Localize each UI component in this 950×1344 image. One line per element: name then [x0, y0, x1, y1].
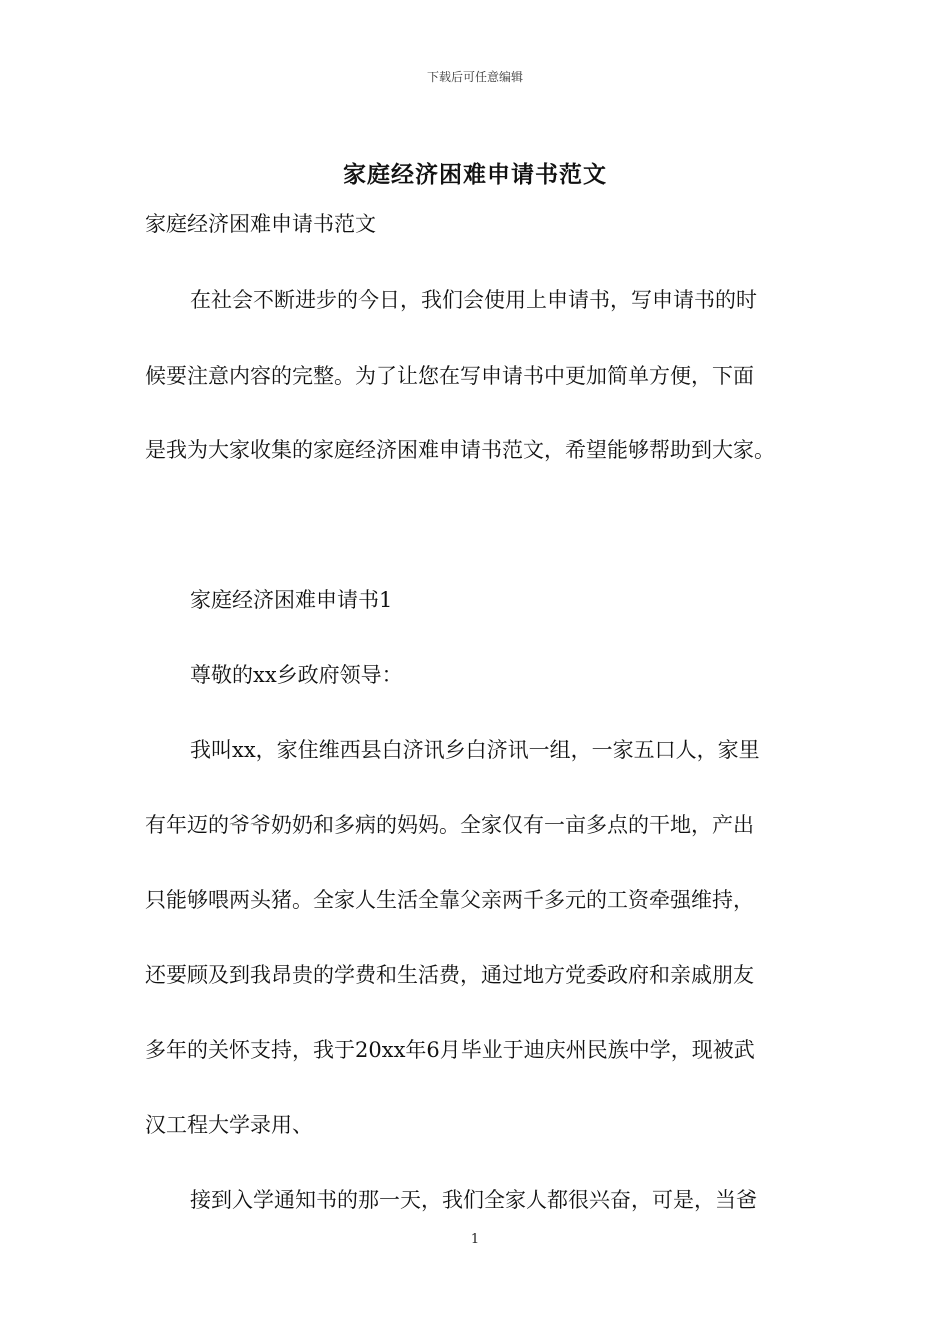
body-line-3: 只能够喂两头猪。全家人生活全靠父亲两千多元的工资牵强维持， — [145, 888, 754, 912]
body-line-5: 多年的关怀支持，我于20xx年6月毕业于迪庆州民族中学，现被武 — [145, 1038, 755, 1062]
body-line-1: 我叫xx，家住维西县白济讯乡白济讯一组，一家五口人，家里 — [190, 738, 760, 762]
intro-line-2: 候要注意内容的完整。为了让您在写申请书中更加简单方便，下面 — [145, 364, 754, 388]
section-heading: 家庭经济困难申请书1 — [190, 588, 393, 612]
intro-line-1: 在社会不断进步的今日，我们会使用上申请书，写申请书的时 — [190, 288, 757, 312]
document-title: 家庭经济困难申请书范文 — [343, 161, 607, 188]
body-line-6: 汉工程大学录用、 — [145, 1113, 313, 1137]
intro-line-3: 是我为大家收集的家庭经济困难申请书范文，希望能够帮助到大家。 — [145, 438, 775, 462]
subtitle-line: 家庭经济困难申请书范文 — [145, 212, 376, 236]
body-line-7: 接到入学通知书的那一天，我们全家人都很兴奋，可是，当爸 — [190, 1188, 757, 1212]
body-line-2: 有年迈的爷爷奶奶和多病的妈妈。全家仅有一亩多点的干地，产出 — [145, 813, 754, 837]
header-note: 下载后可任意编辑 — [426, 70, 523, 84]
body-line-4: 还要顾及到我昂贵的学费和生活费，通过地方党委政府和亲戚朋友 — [145, 963, 754, 987]
page-number: 1 — [470, 1232, 480, 1247]
salutation-line: 尊敬的xx乡政府领导： — [190, 663, 403, 687]
